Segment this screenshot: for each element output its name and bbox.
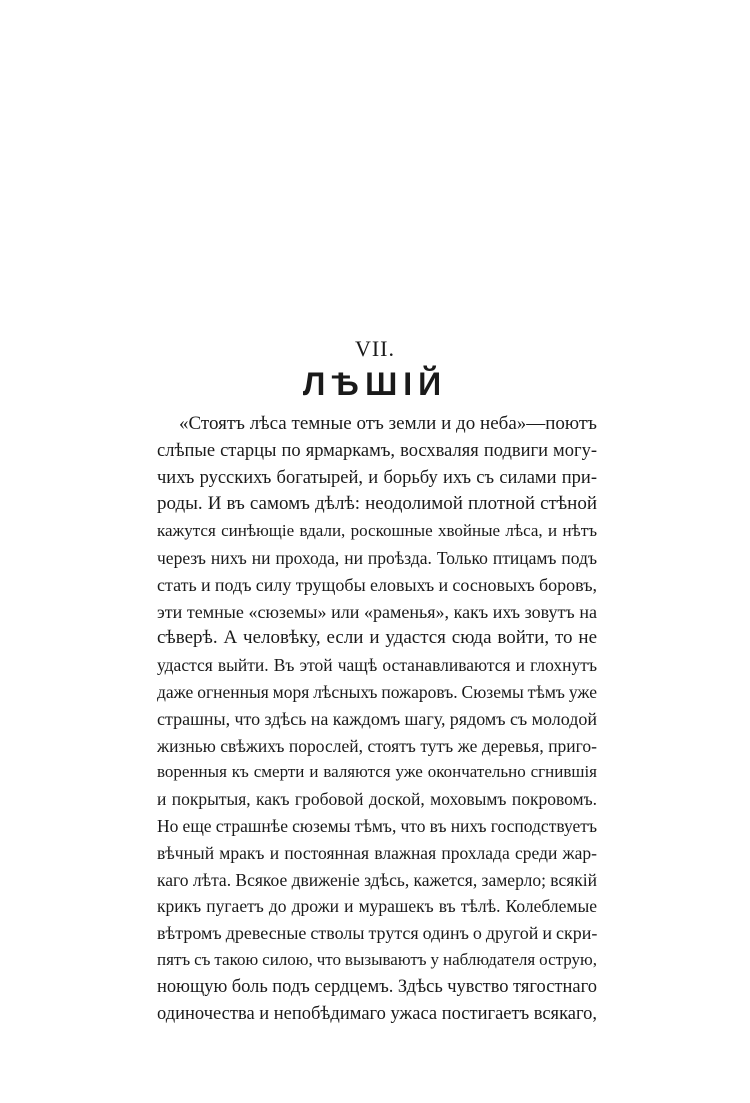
- text-line: удастся выйти. Въ этой чащѣ останавливаются и глохнутъ: [157, 655, 597, 676]
- text-line: жизнью свѣжихъ порослей, стоятъ тутъ же деревья, приго-: [157, 735, 597, 756]
- text-line: вѣчный мракъ и постоянная влажная прохлада среди жар-: [157, 842, 597, 863]
- text-line: Но еще страшнѣе сюземы тѣмъ, что въ нихъ господствуетъ: [157, 815, 597, 836]
- text-line: крикъ пугаетъ до дрожи и мурашекъ въ тѣлѣ. Колеблемые: [157, 896, 597, 917]
- chapter-title: ЛѢШІЙ: [302, 366, 448, 402]
- text-line: стать и подъ силу трущобы еловыхъ и сосновыхъ боровъ,: [157, 574, 597, 595]
- text-line: одиночества и непобѣдимаго ужаса постигаетъ всякаго,: [157, 1003, 597, 1024]
- text-line: даже огненныя моря лѣсныхъ пожаровъ. Сюземы тѣмъ уже: [157, 681, 597, 702]
- text-line: и покрытыя, какъ гробовой доской, моховымъ покровомъ.: [157, 789, 597, 810]
- text-line: слѣпые старцы по ярмаркамъ, восхваляя подвиги могу-: [157, 440, 597, 461]
- text-line: кажутся синѣющіе вдали, роскошные хвойные лѣса, и нѣтъ: [157, 521, 597, 541]
- text-line: воренныя къ смерти и валяются уже окончательно сгнившія: [157, 762, 597, 782]
- body-paragraph: [157, 411, 597, 1027]
- text-line: чихъ русскихъ богатырей, и борьбу ихъ съ силами при-: [157, 467, 597, 488]
- text-line: сѣверѣ. А человѣку, если и удастся сюда войти, то не: [157, 627, 597, 649]
- text-line: каго лѣта. Всякое движеніе здѣсь, кажется, замерло; всякій: [157, 869, 597, 890]
- text-line: вѣтромъ древесные стволы трутся одинъ о другой и скри-: [157, 923, 598, 944]
- text-line: эти темные «сюземы» или «раменья», какъ ихъ зовутъ на: [157, 601, 597, 622]
- text-line: «Стоятъ лѣса темные отъ земли и до неба»—поютъ: [179, 413, 597, 434]
- text-line: страшны, что здѣсь на каждомъ шагу, рядомъ съ молодой: [157, 708, 597, 729]
- chapter-number: VII.: [354, 336, 396, 361]
- text-line: роды. И въ самомъ дѣлѣ: неодолимой плотной стѣной: [157, 493, 597, 515]
- text-line: ноющую боль подъ сердцемъ. Здѣсь чувство тягостнаго: [157, 976, 597, 997]
- text-line: пятъ съ такою силою, что вызываютъ у наблюдателя острую,: [157, 949, 597, 969]
- text-line: черезъ нихъ ни прохода, ни проѣзда. Только птицамъ подъ: [157, 547, 597, 568]
